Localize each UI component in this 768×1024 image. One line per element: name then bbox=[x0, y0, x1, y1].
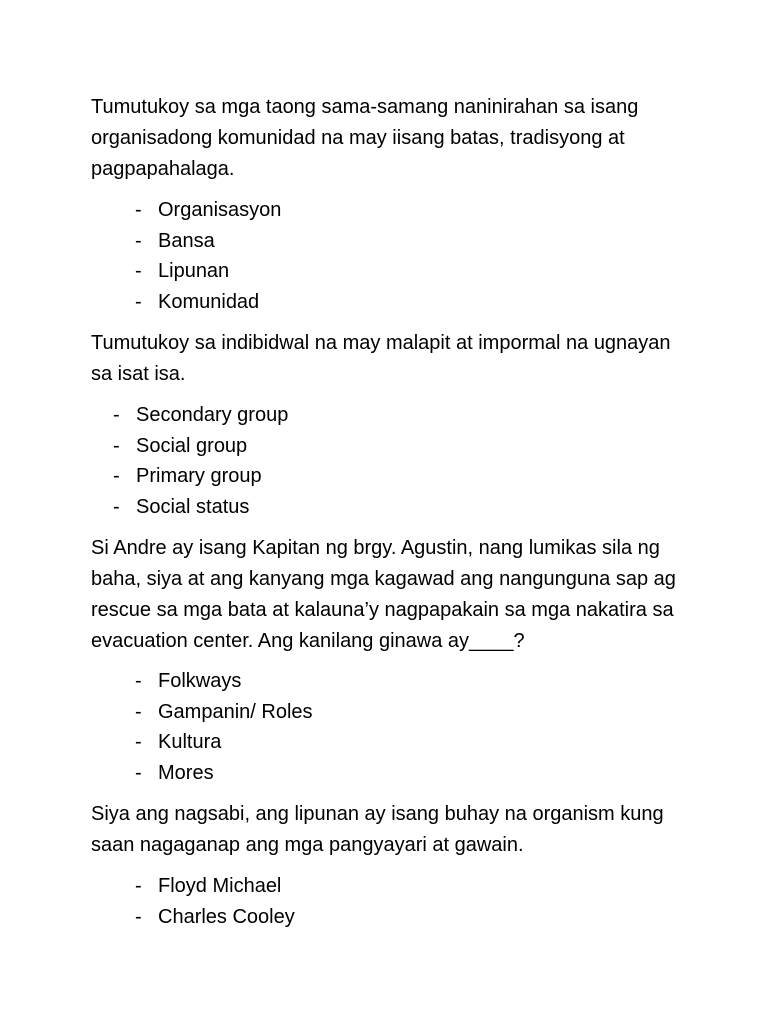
option-item: - Kultura bbox=[135, 727, 313, 758]
option-item: - Mores bbox=[135, 758, 313, 789]
question-4-options bbox=[135, 871, 295, 932]
option-item: - Komunidad bbox=[135, 287, 281, 318]
question-4-text: Siya ang nagsabi, ang lipunan ay isang buhay na organism kung saan nagaganap ang mga pangyayari at gawain. bbox=[91, 803, 664, 856]
option-item: - Primary group bbox=[113, 461, 288, 492]
option-item: - Organisasyon bbox=[135, 195, 281, 226]
option-item: - Charles Cooley bbox=[135, 902, 295, 933]
question-2-text: Tumutukoy sa indibidwal na may malapit at impormal na ugnayan sa isat isa. bbox=[91, 332, 671, 385]
option-item: - Folkways bbox=[135, 666, 313, 697]
option-item: - Social group bbox=[113, 431, 288, 462]
option-item: - Floyd Michael bbox=[135, 871, 295, 902]
question-3-options bbox=[135, 666, 313, 789]
option-item: - Bansa bbox=[135, 226, 281, 257]
option-item: - Gampanin/ Roles bbox=[135, 697, 313, 728]
question-2-options bbox=[113, 400, 288, 523]
option-item: - Lipunan bbox=[135, 256, 281, 287]
question-1-options bbox=[135, 195, 281, 318]
question-3-text: Si Andre ay isang Kapitan ng brgy. Agustin, nang lumikas sila ng baha, siya at ang kanyang mga kagawad ang nangunguna sap ag rescue sa mga bata at kalauna’y nagpapakain sa mga nakatira sa evacuation center. Ang kanilang ginawa ay____? bbox=[91, 537, 676, 652]
option-item: - Secondary group bbox=[113, 400, 288, 431]
question-1-text: Tumutukoy sa mga taong sama-samang naninirahan sa isang organisadong komunidad na may iisang batas, tradisyong at pagpapahalaga. bbox=[91, 96, 639, 180]
option-item: - Social status bbox=[113, 492, 288, 523]
